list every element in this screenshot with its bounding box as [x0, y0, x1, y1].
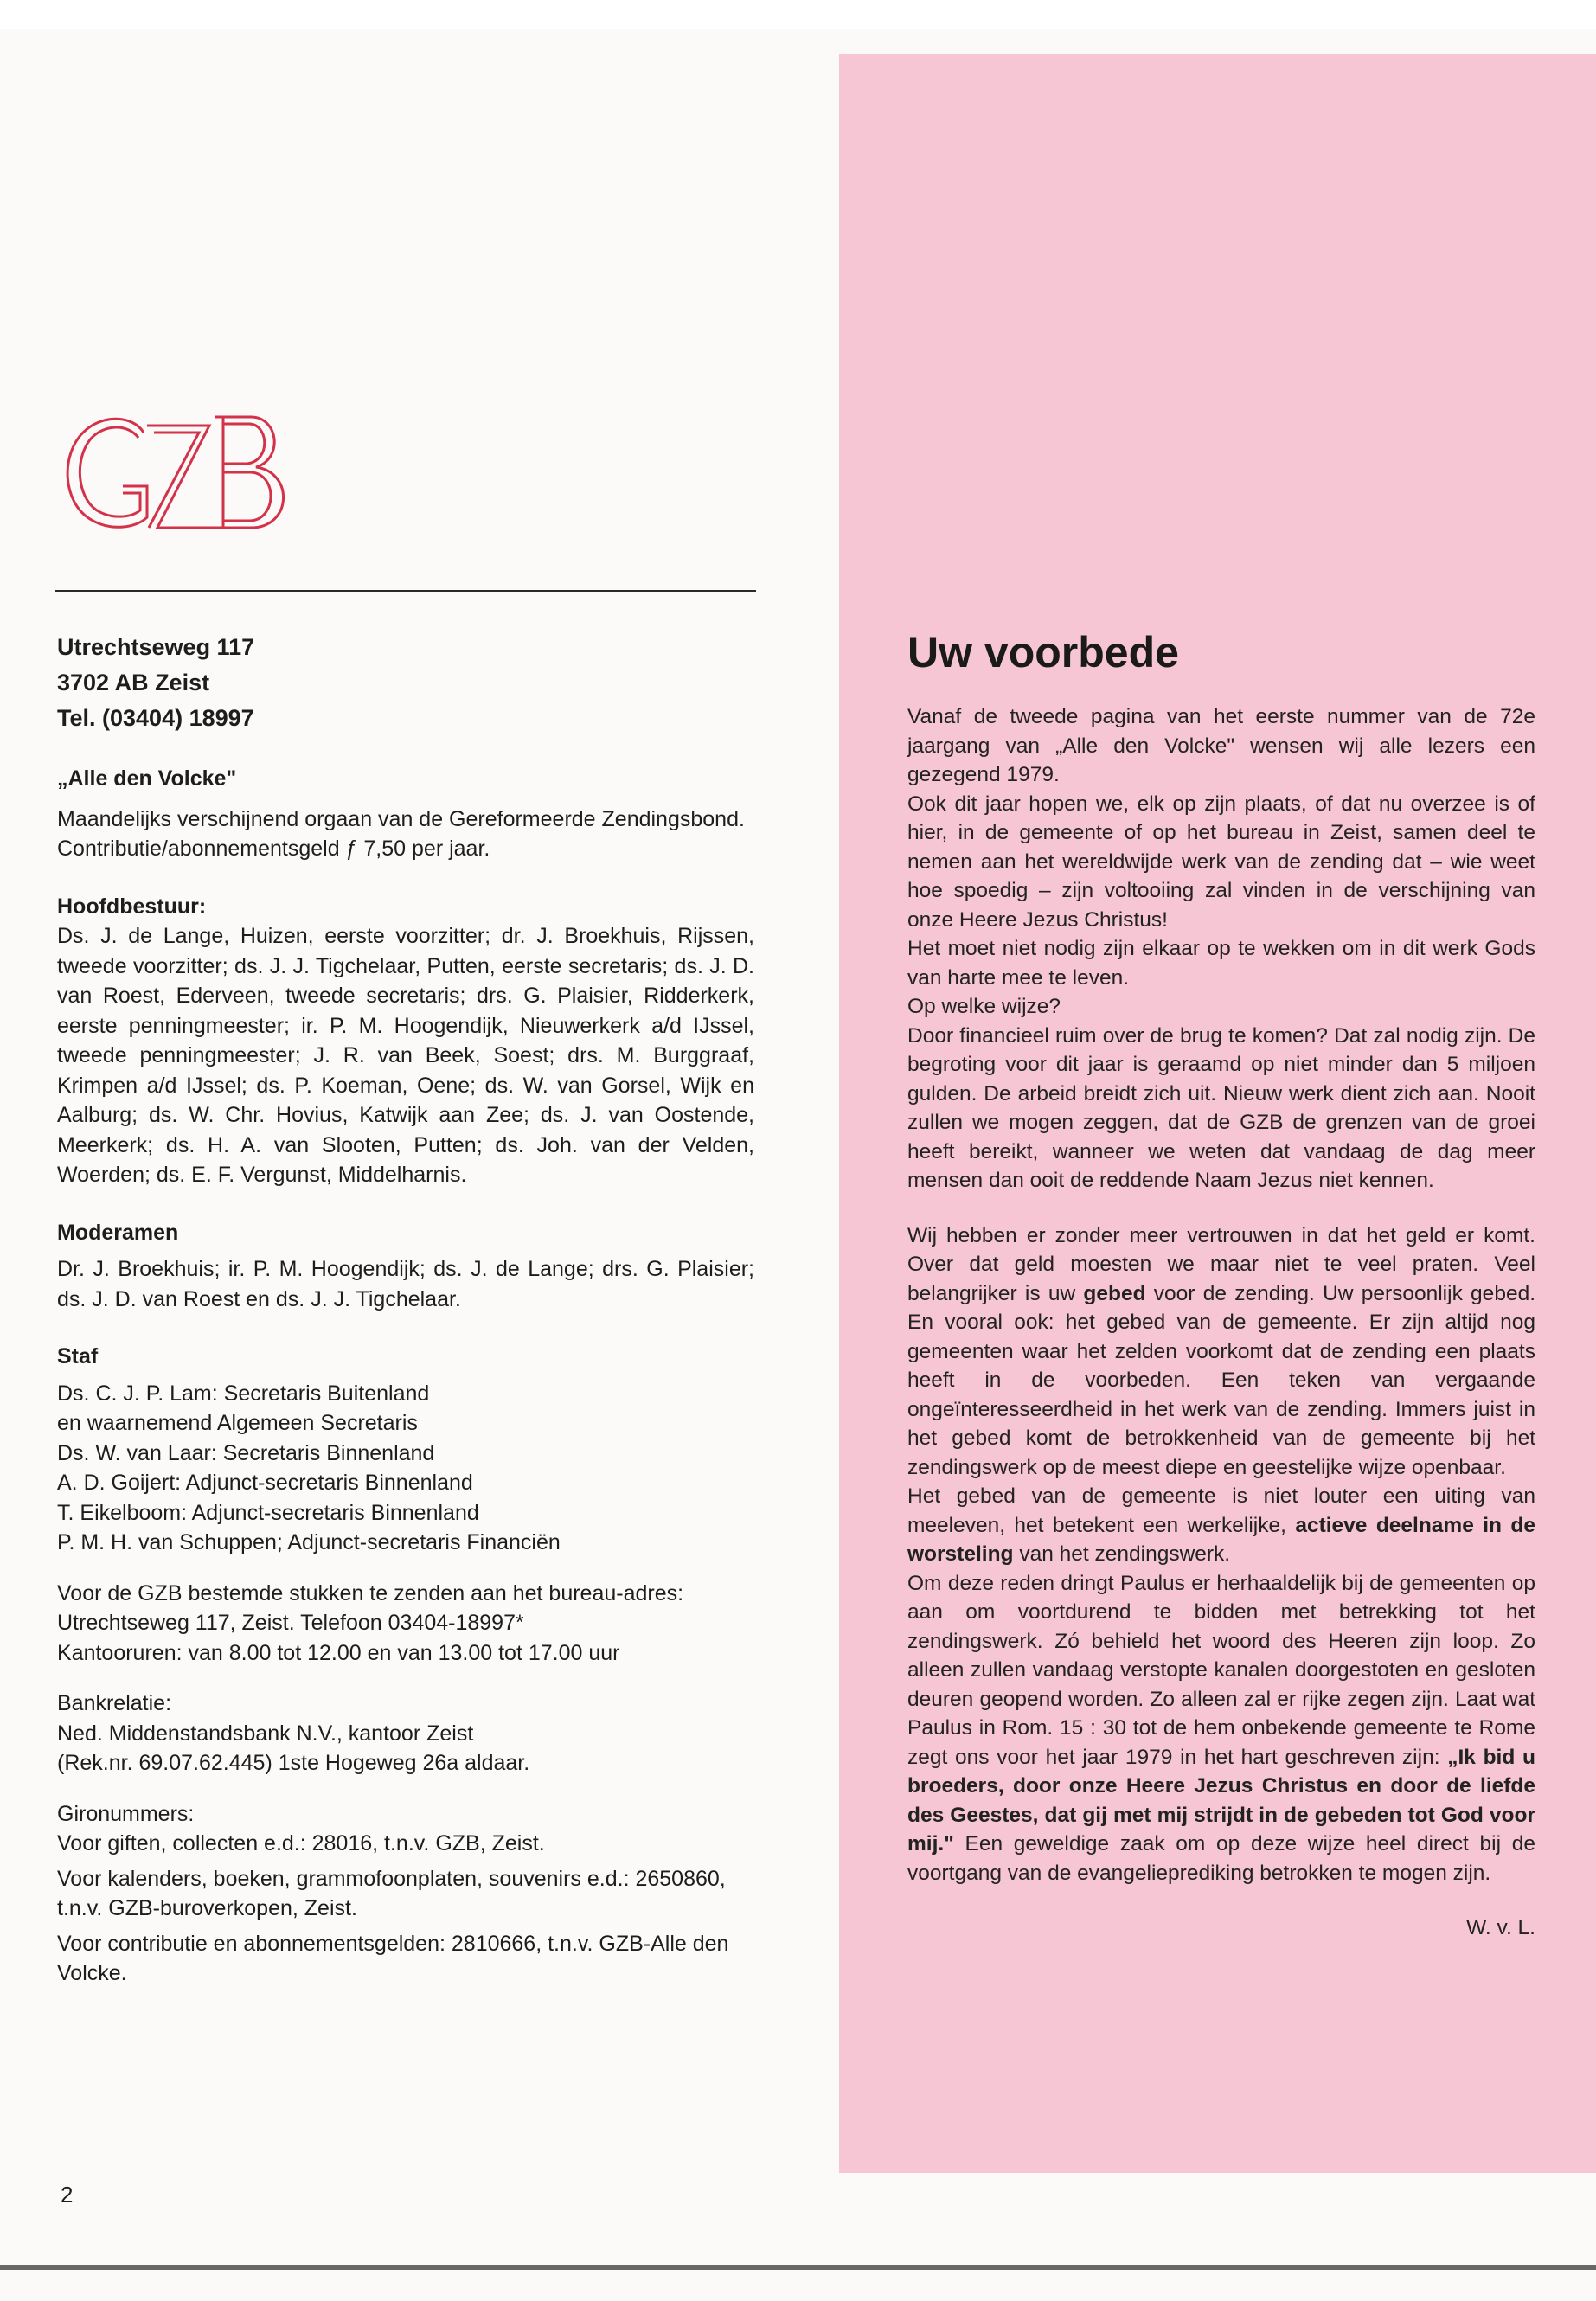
- text-run: Het gebed van de gemeente is niet louter een uiting van meeleven, het betekent een werkelijke,: [907, 1484, 1535, 1537]
- article-paragraph: Vanaf de tweede pagina van het eerste nummer van de 72e jaargang van „Alle den Volcke" wensen wij alle lezers een gezegend 1979.: [907, 705, 1535, 786]
- article-paragraph: [907, 1221, 1535, 1483]
- article-paragraph: Op welke wijze?: [907, 995, 1061, 1018]
- author-signature: W. v. L.: [1466, 1916, 1535, 1939]
- bible-quote: „Ik bid u broeders, door onze Heere Jezus Christus en door de liefde des Geestes, dat gij met mij strijdt in de gebeden tot God voor mij.": [907, 1745, 1535, 1856]
- article-paragraph: [907, 1482, 1535, 1569]
- moderamen-heading: Moderamen: [57, 1220, 179, 1245]
- giro-gifts: Voor giften, collecten e.d.: 28016, t.n.v. GZB, Zeist.: [57, 1831, 545, 1856]
- subscription-fee: Contributie/abonnementsgeld ƒ 7,50 per jaar.: [57, 836, 490, 861]
- board-heading: Hoofdbestuur:: [57, 894, 207, 919]
- staff-heading: Staf: [57, 1344, 99, 1368]
- bank-heading: Bankrelatie:: [57, 1691, 172, 1715]
- emphasis-deelname: actieve deelname in de worsteling: [907, 1513, 1536, 1566]
- magazine-description: Maandelijks verschijnend orgaan van de Gereformeerde Zendingsbond.: [57, 806, 745, 831]
- office-address-note: Voor de GZB bestemde stukken te zenden aan het bureau-adres:: [57, 1580, 684, 1606]
- text-run: Een geweldige zaak om op deze wijze heel direct bij de voortgang van de evangelieprediking betrokken te mogen zijn.: [907, 1832, 1535, 1885]
- giro-heading: Gironummers:: [57, 1801, 195, 1826]
- address-city: 3702 AB Zeist: [57, 670, 210, 695]
- article: [907, 628, 1535, 1943]
- staff-list: [57, 1379, 754, 1558]
- staff-line: Ds. W. van Laar: Secretaris Binnenland: [57, 1440, 435, 1465]
- staff-line: A. D. Goijert: Adjunct-secretaris Binnenland: [57, 1471, 473, 1495]
- staff-line: Ds. C. J. P. Lam: Secretaris Buitenland: [57, 1381, 430, 1406]
- gzb-logo: [50, 398, 310, 545]
- text-run: Om deze reden dringt Paulus er herhaaldelijk bij de gemeenten op aan om voortdurend te bidden met betrekking tot het zendingswerk. Zó behield het woord des Heeren zijn loop. Zo alleen zullen vandaag verstopte kanalen doorgestoten en gesloten deuren geopend worden. Zo alleen zal er rijke zegen zijn. Laat wat Paulus in Rom. 15 : 30 tot de hem onbekende gemeente te Rome zegt ons voor het jaar 1979 in het hart geschreven zijn:: [907, 1571, 1535, 1769]
- text-run: voor de zending. Uw persoonlijk gebed. En vooral ook: het gebed van de gemeente. Er zijn altijd nog gemeenten waar het zelden voorkomt dat de zending een plaats heeft in de voorbeden. Een teken van vergaande ongeïnteresseerdheid in het werk van de zending. Immers juist in het gebed komt de betrokkenheid van de gemeente bij het zendingswerk op de meest diepe en geestelijke wijze openbaar.: [907, 1281, 1535, 1479]
- text-run: Wij hebben er zonder meer vertrouwen in dat het geld er komt. Over dat geld moesten we maar niet te veel praten. Veel belangrijker is uw: [907, 1223, 1535, 1305]
- bank-account: (Rek.nr. 69.07.62.445) 1ste Hogeweg 26a aldaar.: [57, 1751, 530, 1775]
- staff-line: en waarnemend Algemeen Secretaris: [57, 1411, 418, 1435]
- page-top-margin: [0, 0, 1596, 29]
- address-street: Utrechtseweg 117: [57, 634, 255, 660]
- article-paragraph: Door financieel ruim over de brug te komen? Dat zal nodig zijn. De begroting voor dit jaar is geraamd op niet minder dan 5 miljoen gulden. De arbeid breidt zich uit. Nieuw werk dient zich aan. Nooit zullen we mogen zeggen, dat de GZB de grenzen van de groei heeft bereikt, wanneer we weten dat vandaag de dag meer mensen dan ooit de reddende Naam Jezus niet kennen.: [907, 1023, 1535, 1192]
- board-members: Ds. J. de Lange, Huizen, eerste voorzitter; dr. J. Broekhuis, Rijssen, tweede voorzitter; ds. J. J. Tigchelaar, Putten, eerste secretaris; ds. J. D. van Roest, Ederveen, tweede secretaris; drs. G. Plaisier, Ridderkerk, eerste penningmeester; ir. P. M. Hoogendijk, Nieuwerkerk a/d IJssel, tweede penningmeester; J. R. van Beek, Soest; drs. M. Burggraaf, Krimpen a/d IJssel; ds. P. Koeman, Oene; ds. W. van Gorsel, Wijk en Aalburg; ds. W. Chr. Hovius, Katwijk aan Zee; ds. J. van Oostende, Meerkerk; ds. H. A. van Slooten, Putten; ds. Joh. van der Velden, Woerden; ds. E. F. Vergunst, Middelharnis.: [57, 924, 754, 1187]
- staff-line: P. M. H. van Schuppen; Adjunct-secretaris Financiën: [57, 1530, 561, 1554]
- page-bottom-edge: [0, 2265, 1596, 2270]
- page-number: 2: [61, 2182, 74, 2208]
- emphasis-gebed: gebed: [1083, 1281, 1146, 1305]
- giro-sales: Voor kalenders, boeken, grammofoonplaten, souvenirs e.d.: 2650860, t.n.v. GZB-buroverkopen, Zeist.: [57, 1866, 726, 1920]
- article-paragraph: Het moet niet nodig zijn elkaar op te wekken om in dit werk Gods van harte mee te leven.: [907, 937, 1535, 990]
- header-divider: [55, 590, 756, 592]
- office-hours: Kantooruren: van 8.00 tot 12.00 en van 13.00 tot 17.00 uur: [57, 1640, 620, 1665]
- magazine-title: „Alle den Volcke": [57, 766, 237, 791]
- address-phone: Tel. (03404) 18997: [57, 705, 254, 731]
- moderamen-members: Dr. J. Broekhuis; ir. P. M. Hoogendijk; ds. J. de Lange; drs. G. Plaisier; ds. J. D. van Roest en ds. J. J. Tigchelaar.: [57, 1257, 754, 1311]
- article-paragraph: Ook dit jaar hopen we, elk op zijn plaats, of dat nu overzee is of hier, in de gemeente of op het bureau in Zeist, samen deel te nemen aan het wereldwijde werk van de zending dat – wie weet hoe spoedig – zijn voltooiing zal vinden in de verschijning van onze Heere Jezus Christus!: [907, 792, 1535, 932]
- bank-name: Ned. Middenstandsbank N.V., kantoor Zeist: [57, 1721, 474, 1746]
- giro-subscriptions: Voor contributie en abonnementsgelden: 2810666, t.n.v. GZB-Alle den Volcke.: [57, 1931, 729, 1985]
- office-phone: Utrechtseweg 117, Zeist. Telefoon 03404-18997*: [57, 1611, 524, 1635]
- text-run: van het zendingswerk.: [1013, 1542, 1231, 1566]
- address-block: [57, 630, 754, 736]
- masthead-column: [57, 630, 754, 1989]
- article-paragraph: [907, 1569, 1535, 1888]
- staff-line: T. Eikelboom: Adjunct-secretaris Binnenland: [57, 1500, 479, 1525]
- article-title: Uw voorbede: [907, 628, 1179, 676]
